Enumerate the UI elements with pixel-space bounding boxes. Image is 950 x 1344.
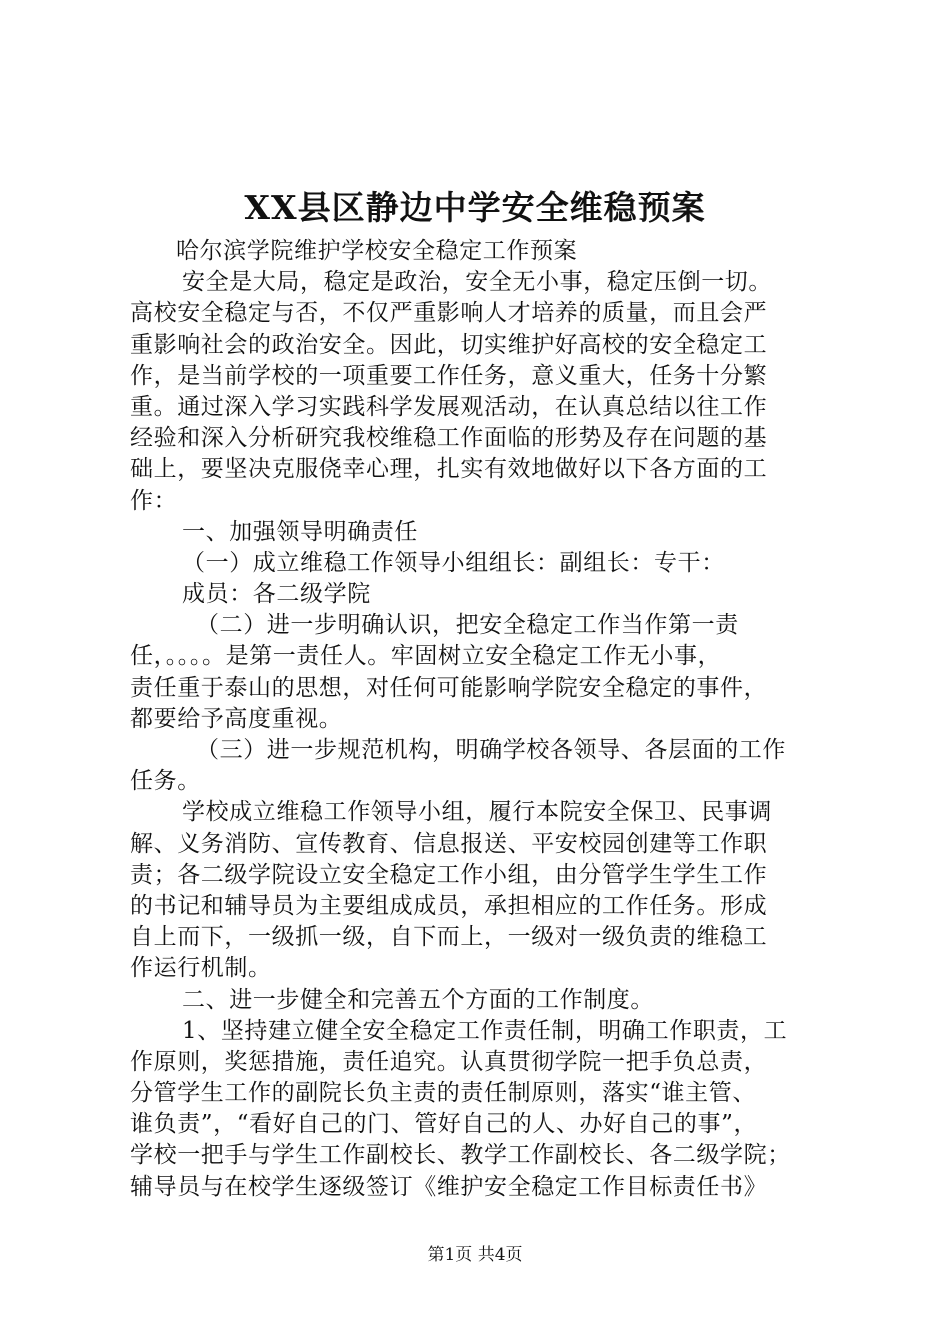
section-heading: 一、加强领导明确责任: [182, 518, 418, 545]
body-line: 责任重于泰山的思想，对任何可能影响学院安全稳定的事件，: [130, 674, 768, 701]
body-line: （三）进一步规范机构，明确学校各领导、各层面的工作: [196, 737, 786, 763]
body-line: 重。通过深入学习实践科学发展观活动，在认真总结以往工作: [130, 393, 768, 420]
body-line: 作，是当前学校的一项重要工作任务，意义重大，任务十分繁: [130, 362, 768, 389]
body-line: 谁负责”，“看好自己的门、管好自己的人、办好自己的事”，: [130, 1111, 758, 1138]
body-line: 经验和深入分析研究我校维稳工作面临的形势及存在问题的基: [130, 425, 768, 452]
body-line: 作原则，奖惩措施，责任追究。认真贯彻学院一把手负总责，: [130, 1048, 768, 1075]
body-line: 哈尔滨学院维护学校安全稳定工作预案: [176, 238, 578, 264]
body-line: 重影响社会的政治安全。因此，切实维护好高校的安全稳定工: [130, 331, 768, 358]
body-line: 解、义务消防、宣传教育、信息报送、平安校园创建等工作职: [130, 830, 768, 857]
body-line: 辅导员与在校学生逐级签订《维护安全稳定工作目标责任书》: [130, 1173, 768, 1200]
page-footer: 第1页 共4页: [427, 1245, 523, 1265]
body-line: 础上，要坚决克服侥幸心理，扎实有效地做好以下各方面的工: [130, 456, 768, 483]
body-line: 学校成立维稳工作领导小组，履行本院安全保卫、民事调: [182, 799, 772, 826]
body-line: 的书记和辅导员为主要组成成员，承担相应的工作任务。形成: [130, 892, 768, 919]
body-line: 作运行机制。: [130, 955, 272, 982]
document-body: [130, 236, 835, 1203]
body-line: 都要给予高度重视。: [130, 705, 343, 732]
body-line: 分管学生工作的副院长负主责的责任制原则，落实“谁主管、: [130, 1080, 756, 1107]
body-line: 高校安全稳定与否，不仅严重影响人才培养的质量，而且会严: [130, 300, 768, 327]
document-title: XX县区静边中学安全维稳预案: [244, 188, 706, 227]
body-line: 任务。: [130, 768, 201, 795]
section-heading: 二、进一步健全和完善五个方面的工作制度。: [182, 986, 654, 1013]
body-line: 任，。。。。是第一责任人。牢固树立安全稳定工作无小事，: [130, 643, 722, 670]
body-line: 自上而下，一级抓一级，自下而上，一级对一级负责的维稳工: [130, 924, 768, 951]
body-line: （二）进一步明确认识，把安全稳定工作当作第一责: [196, 612, 739, 639]
body-line: 安全是大局，稳定是政治，安全无小事，稳定压倒一切。: [182, 269, 772, 296]
body-line: 责；各二级学院设立安全稳定工作小组，由分管学生学生工作: [130, 861, 768, 888]
body-line: 成员：各二级学院: [182, 581, 371, 608]
body-line: 学校一把手与学生工作副校长、教学工作副校长、各二级学院；: [130, 1142, 791, 1169]
body-line: 1、坚持建立健全安全稳定工作责任制，明确工作职责，工: [182, 1017, 788, 1044]
body-line: 作：: [130, 487, 178, 514]
body-line: （一）成立维稳工作领导小组组长：副组长：专干：: [182, 549, 725, 576]
